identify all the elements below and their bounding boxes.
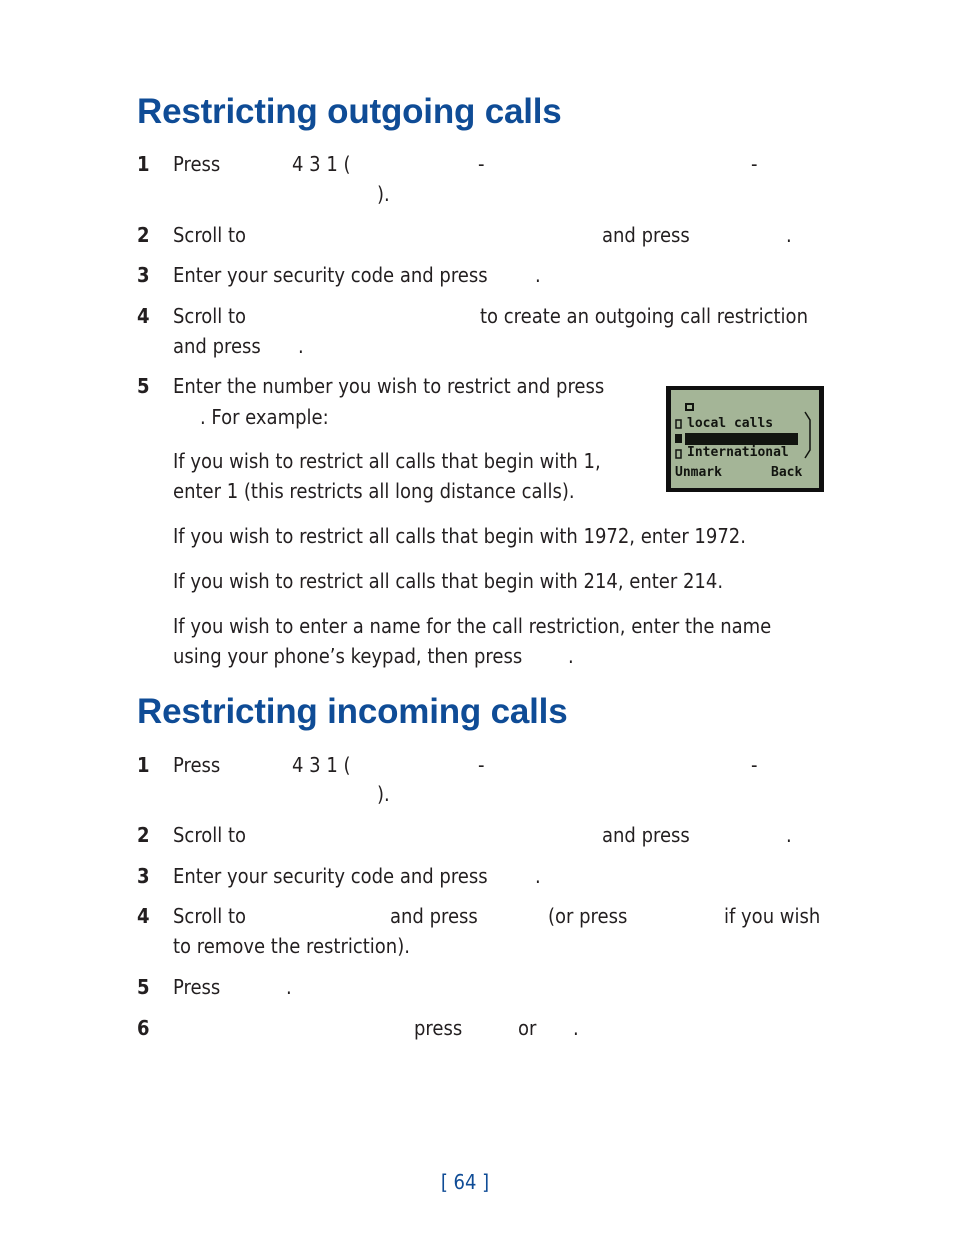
- step-text: and press: [390, 904, 478, 928]
- step-number: 4: [137, 304, 150, 328]
- example-text: If you wish to restrict all calls that begin with 1972, enter 1972.: [173, 524, 746, 548]
- checkbox-icon: [675, 419, 683, 461]
- step-text: .: [286, 975, 292, 999]
- example-text: If you wish to enter a name for the call restriction, enter the name: [173, 614, 772, 638]
- step-number: 1: [137, 152, 150, 176]
- step-text: if you wish: [724, 904, 821, 928]
- step-number: 6: [137, 1016, 150, 1040]
- step-text: (or press: [548, 904, 628, 928]
- phone-display: [671, 390, 819, 488]
- step-text: to remove the restriction).: [173, 934, 410, 958]
- step-text: .: [535, 864, 541, 888]
- step-text: Press: [173, 975, 221, 999]
- step-text: Scroll to: [173, 304, 247, 328]
- lcd-left-softkey: Unmark: [675, 465, 722, 480]
- step-text: . For example:: [200, 405, 329, 429]
- lcd-row-international: International: [687, 445, 789, 460]
- step-text: Press: [173, 152, 221, 176]
- step-text: -: [751, 753, 758, 777]
- example-text: If you wish to restrict all calls that begin with 214, enter 214.: [173, 569, 724, 593]
- step-text: Enter your security code and press: [173, 263, 488, 287]
- step-text: Enter your security code and press: [173, 864, 488, 888]
- step-text: 4 3 1 (: [292, 753, 351, 777]
- step-text: .: [535, 263, 541, 287]
- section-heading-outgoing: Restricting outgoing calls: [137, 92, 562, 131]
- step-text: or: [518, 1016, 537, 1040]
- step-text: ).: [377, 782, 390, 806]
- example-text: enter 1 (this restricts all long distance calls).: [173, 479, 575, 503]
- step-number: 3: [137, 864, 150, 888]
- step-text: -: [478, 753, 485, 777]
- step-text: 4 3 1 (: [292, 152, 351, 176]
- step-text: Scroll to: [173, 904, 247, 928]
- step-text: Press: [173, 753, 221, 777]
- step-text: Enter the number you wish to restrict and press: [173, 374, 605, 398]
- step-text: .: [786, 823, 792, 847]
- step-text: .: [786, 223, 792, 247]
- example-text: .: [568, 644, 574, 668]
- example-text: using your phone’s keypad, then press: [173, 644, 523, 668]
- step-text: and press: [602, 823, 690, 847]
- step-text: Scroll to: [173, 823, 247, 847]
- step-text: ).: [377, 182, 390, 206]
- step-number: 1: [137, 753, 150, 777]
- step-text: Scroll to: [173, 223, 247, 247]
- step-text: press: [414, 1016, 463, 1040]
- signal-icon: [685, 403, 695, 413]
- step-text: .: [573, 1016, 579, 1040]
- scroll-bracket-icon: [803, 410, 813, 460]
- step-text: to create an outgoing call restriction: [480, 304, 808, 328]
- step-number: 4: [137, 904, 150, 928]
- step-number: 5: [137, 374, 150, 398]
- example-text: If you wish to restrict all calls that begin with 1,: [173, 449, 601, 473]
- step-text: .: [298, 334, 304, 358]
- lcd-right-softkey: Back: [771, 465, 803, 480]
- phone-screen-illustration: [666, 386, 824, 492]
- step-number: 5: [137, 975, 150, 999]
- step-text: and press: [602, 223, 690, 247]
- lcd-selected-row: [685, 433, 798, 445]
- lcd-row-local: local calls: [687, 416, 774, 431]
- page-number: [ 64 ]: [440, 1170, 490, 1194]
- step-text: and press: [173, 334, 261, 358]
- step-number: 2: [137, 223, 150, 247]
- section-heading-incoming: Restricting incoming calls: [137, 692, 568, 731]
- step-number: 3: [137, 263, 150, 287]
- step-text: -: [478, 152, 485, 176]
- step-text: -: [751, 152, 758, 176]
- step-number: 2: [137, 823, 150, 847]
